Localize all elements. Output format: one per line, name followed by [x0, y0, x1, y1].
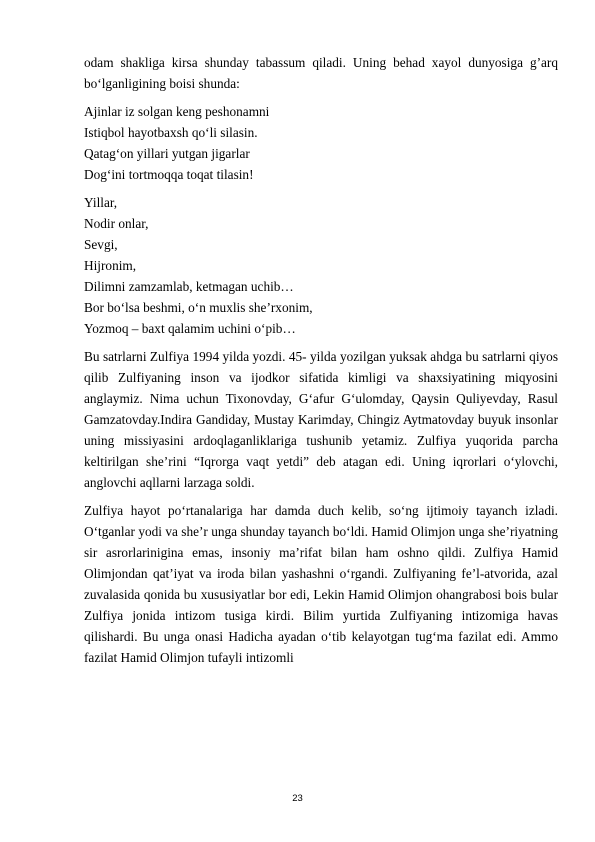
poem-line: Dilimni zamzamlab, ketmagan uchib… [84, 279, 294, 294]
poem-line: Yillar, [84, 195, 118, 210]
intro-paragraph: odam shakliga kirsa shunday tabassum qiladi. Uning behad xayol dunyosiga g’arq bo‘lganligining boisi shunda: [84, 55, 558, 91]
poem-line: Istiqbol hayotbaxsh qo‘li silasin. [84, 125, 258, 140]
poem-line: Nodir onlar, [84, 216, 149, 231]
poem-line: Dog‘ini tortmoqqa toqat tilasin! [84, 167, 254, 182]
body-paragraph: Bu satrlarni Zulfiya 1994 yilda yozdi. 45- yilda yozilgan yuksak ahdga bu satrlarni qiyos qilib Zulfiyaning inson va ijodkor sifatida kimligi va shaxsiyatining miqyosini anglaymiz. Nima uchun Tixonovday, G‘afur G‘ulomday, Qaysin Quliyevday, Rasul Gamzatovday.Indira Gandiday, Mustay Karimday, Chingiz Aytmatovday buyuk insonlar uning missiyasini ardoqlaganliklariga tushunib yetamiz. Zulfiya yuqorida parcha keltirilgan she’rini “Iqrorga vaqt yetdi” deb atagan edi. Uning iqrorlari o‘ylovchi, anglovchi aqllarni larzaga soldi. [84, 349, 558, 490]
poem-stanza [84, 192, 558, 339]
page-body [84, 52, 558, 675]
poem-line: Bor bo‘lsa beshmi, o‘n muxlis she’rxonim, [84, 300, 313, 315]
poem-line: Ajinlar iz solgan keng peshonamni [84, 104, 270, 119]
poem-line: Qatag‘on yillari yutgan jigarlar [84, 146, 250, 161]
poem-line: Sevgi, [84, 237, 118, 252]
poem-quatrain [84, 101, 558, 185]
body-paragraph: Zulfiya hayot po‘rtanalariga har damda duch kelib, so‘ng ijtimoiy tayanch izladi. O‘tganlar yodi va she’r unga shunday tayanch bo‘ldi. Hamid Olimjon unga she’riyatning sir asrorlarinigina emas, insoniy ma’rifat bilan ham oshno qildi. Zulfiya Hamid Olimjondan qat’iyat va iroda bilan yashashni o‘rgandi. Zulfiyaning fe’l-atvorida, azal zuvalasida qonida bu xususiyatlar bor edi, Lekin Hamid Olimjon ohangrabosi bois bular Zulfiya jonida intizom tusiga kirdi. Bilim yurtida Zulfiyaning intizomiga havas qilishardi. Bu unga onasi Hadicha ayadan o‘tib kelayotgan tug‘ma fazilat edi. Ammo fazilat Hamid Olimjon tufayli intizomli [84, 503, 558, 665]
poem-line: Yozmoq – baxt qalamim uchini o‘pib… [84, 321, 296, 336]
page-number: 23 [292, 793, 303, 804]
poem-line: Hijronim, [84, 258, 137, 273]
